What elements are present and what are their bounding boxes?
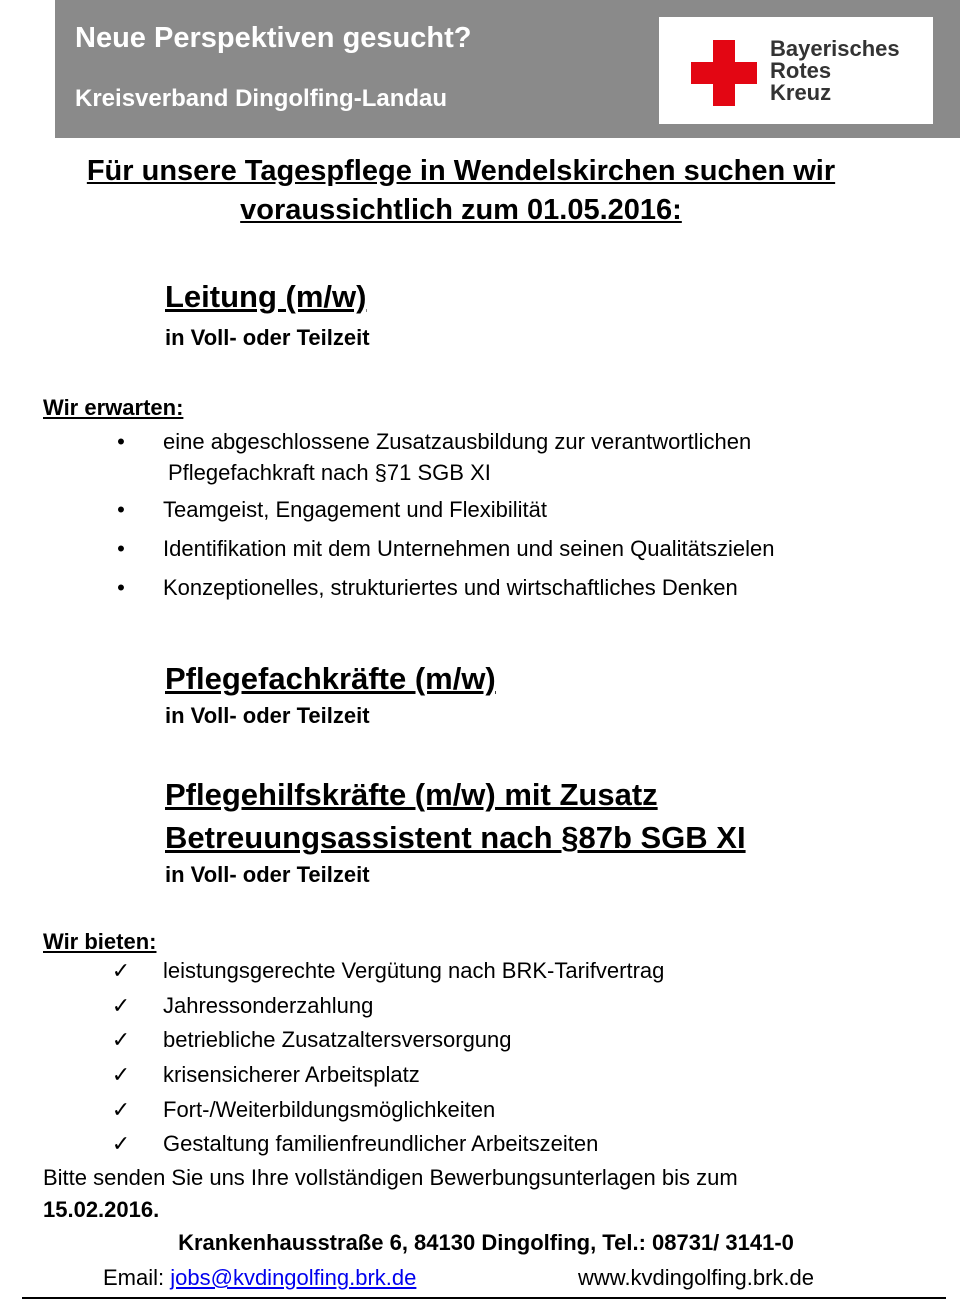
checkmark-icon: ✓ bbox=[111, 958, 131, 983]
list-item-text: Identifikation mit dem Unternehmen und seinen Qualitätszielen bbox=[163, 536, 775, 561]
position-title-pflegehilfskraefte-line-1: Pflegehilfskräfte (m/w) mit Zusatz bbox=[165, 777, 658, 812]
position-subtitle-leitung: in Voll- oder Teilzeit bbox=[165, 325, 370, 350]
position-title-leitung: Leitung (m/w) bbox=[165, 279, 367, 314]
section-label-expectations: Wir erwarten: bbox=[43, 395, 184, 420]
logo-line-2: Rotes bbox=[770, 58, 832, 83]
list-item-text: leistungsgerechte Vergütung nach BRK-Tarifvertrag bbox=[163, 958, 665, 983]
headline-line-1: Für unsere Tagespflege in Wendelskirchen suchen wir bbox=[86, 155, 836, 187]
checkmark-icon: ✓ bbox=[111, 1027, 131, 1052]
list-item-text-continued: Pflegefachkraft nach §71 SGB XI bbox=[168, 460, 491, 485]
brk-logo bbox=[659, 17, 933, 124]
position-subtitle-pflegehilfskraefte: in Voll- oder Teilzeit bbox=[165, 862, 370, 887]
email-line bbox=[103, 1265, 416, 1291]
bullet-icon: • bbox=[117, 575, 125, 600]
list-item-text: eine abgeschlossene Zusatzausbildung zur verantwortlichen bbox=[163, 429, 752, 454]
list-item-text: Gestaltung familienfreundlicher Arbeitszeiten bbox=[163, 1131, 599, 1156]
position-title-pflegefachkraefte: Pflegefachkräfte (m/w) bbox=[165, 661, 496, 696]
checkmark-icon: ✓ bbox=[111, 1097, 131, 1122]
website-link[interactable]: www.kvdingolfing.brk.de bbox=[578, 1265, 815, 1290]
application-deadline: 15.02.2016. bbox=[43, 1197, 160, 1222]
headline-line-2: voraussichtlich zum 01.05.2016: bbox=[240, 194, 682, 226]
red-cross-icon bbox=[691, 40, 757, 106]
position-title-pflegehilfskraefte-line-2: Betreuungsassistent nach §87b SGB XI bbox=[165, 820, 746, 855]
checkmark-icon: ✓ bbox=[111, 1062, 131, 1087]
list-item-text: betriebliche Zusatzaltersversorgung bbox=[163, 1027, 512, 1052]
checkmark-icon: ✓ bbox=[111, 1131, 131, 1156]
section-label-offers: Wir bieten: bbox=[43, 929, 157, 954]
logo-wordmark bbox=[770, 38, 900, 104]
header-banner bbox=[55, 0, 960, 138]
email-link[interactable]: jobs@kvdingolfing.brk.de bbox=[170, 1265, 417, 1290]
header-title: Neue Perspektiven gesucht? bbox=[75, 22, 472, 54]
list-item-text: Teamgeist, Engagement und Flexibilität bbox=[163, 497, 547, 522]
application-text: Bitte senden Sie uns Ihre vollständigen Bewerbungsunterlagen bis zum bbox=[43, 1165, 738, 1190]
position-subtitle-pflegefachkraefte: in Voll- oder Teilzeit bbox=[165, 703, 370, 728]
list-item-text: Konzeptionelles, strukturiertes und wirtschaftliches Denken bbox=[163, 575, 738, 600]
bullet-icon: • bbox=[117, 429, 125, 454]
list-item-text: krisensicherer Arbeitsplatz bbox=[163, 1062, 420, 1087]
header-subtitle: Kreisverband Dingolfing-Landau bbox=[75, 85, 448, 112]
page-headline bbox=[0, 152, 922, 230]
bullet-icon: • bbox=[117, 497, 125, 522]
logo-line-3: Kreuz bbox=[770, 80, 832, 105]
logo-line-1: Bayerisches bbox=[770, 36, 900, 61]
checkmark-icon: ✓ bbox=[111, 993, 131, 1018]
email-label: Email: bbox=[103, 1265, 171, 1290]
bullet-icon: • bbox=[117, 536, 125, 561]
list-item-text: Jahressonderzahlung bbox=[163, 993, 374, 1018]
bottom-divider bbox=[22, 1297, 946, 1299]
contact-address: Krankenhausstraße 6, 84130 Dingolfing, Tel.: 08731/ 3141-0 bbox=[178, 1230, 794, 1255]
list-item-text: Fort-/Weiterbildungsmöglichkeiten bbox=[163, 1097, 496, 1122]
